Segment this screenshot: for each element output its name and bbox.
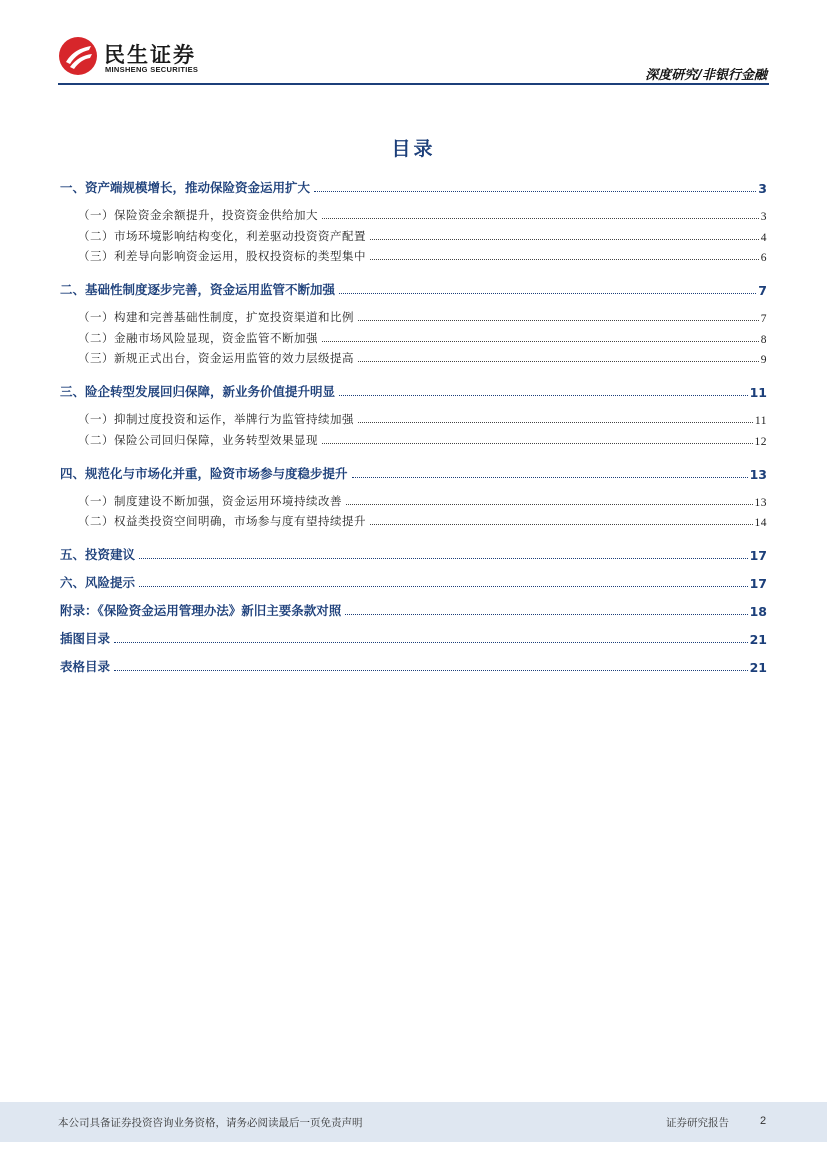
toc-entry-section[interactable] [78, 489, 767, 509]
minsheng-logo-icon [58, 36, 98, 76]
page-footer [0, 1102, 827, 1142]
toc-entry-page: 14 [754, 517, 767, 529]
toc-title: 目录 [391, 138, 436, 160]
toc-entry-page: 17 [749, 548, 767, 563]
toc-dot-leader [358, 361, 759, 362]
toc-dot-leader [345, 614, 747, 615]
toc-entry-label: （一）制度建设不断加强，资金运用环境持续改善 [78, 493, 342, 508]
toc-entry-label: （二）保险公司回归保障，业务转型效果显现 [78, 432, 318, 447]
toc-entry-section[interactable] [78, 224, 767, 244]
toc-entry-chapter[interactable] [60, 278, 767, 298]
toc-dot-leader [322, 443, 753, 444]
toc-entry-label: （二）权益类投资空间明确，市场参与度有望持续提升 [78, 514, 366, 528]
footer-page-number: 2 [760, 1115, 767, 1127]
toc-entry-page: 18 [749, 604, 767, 619]
logo-chinese-name: 民生证券 [104, 43, 196, 67]
toc-entry-page: 7 [758, 283, 767, 298]
toc-entry-label: （一）构建和完善基础性制度，扩宽投资渠道和比例 [78, 310, 354, 324]
footer-disclaimer: 本公司具备证券投资咨询业务资格，请务必阅读最后一页免责声明 [58, 1117, 363, 1129]
toc-entry-label: 附录：《保险资金运用管理办法》新旧主要条款对照 [60, 603, 342, 618]
toc-dot-leader [139, 586, 748, 587]
toc-entry-label: 六、风险提示 [60, 575, 136, 590]
toc-entry-label: （一）抑制过度投资和运作，举牌行为监管持续加强 [78, 412, 354, 426]
toc-entry-label: 五、投资建议 [60, 547, 136, 562]
toc-entry-page: 8 [760, 333, 767, 346]
toc-entry-label: 插图目录 [60, 631, 111, 646]
toc-dot-leader [339, 395, 748, 396]
toc-entry-page: 9 [760, 354, 767, 366]
toc-entry-page: 6 [760, 252, 767, 264]
toc-entry-section[interactable] [78, 407, 767, 427]
toc-entry-label: （一）保险资金余额提升，投资资金供给加大 [78, 208, 318, 222]
toc-dot-leader [370, 524, 753, 525]
toc-entry-chapter[interactable] [60, 627, 767, 647]
toc-entry-page: 17 [749, 576, 767, 591]
toc-entry-chapter[interactable] [60, 599, 767, 619]
toc-entry-label: 二、基础性制度逐步完善，资金运用监管不断加强 [60, 282, 336, 297]
toc-entry-label: 表格目录 [60, 659, 111, 674]
toc-entry-page: 7 [760, 313, 767, 325]
toc-entry-page: 12 [754, 435, 767, 448]
toc-entry-section[interactable] [78, 509, 767, 529]
toc-entry-page: 3 [760, 211, 767, 223]
footer-report-type: 证券研究报告 [666, 1117, 729, 1129]
page-header [0, 0, 827, 90]
toc-entry-page: 11 [754, 415, 767, 427]
toc-dot-leader [322, 218, 759, 219]
toc-entry-section[interactable] [78, 346, 767, 366]
toc-dot-leader [314, 191, 756, 192]
toc-entry-section[interactable] [78, 244, 767, 264]
toc-dot-leader [114, 642, 748, 643]
toc-entry-chapter[interactable] [60, 655, 767, 675]
toc-entry-page: 3 [758, 181, 767, 196]
toc-entry-label: 一、资产端规模增长，推动保险资金运用扩大 [60, 180, 311, 195]
toc-entry-section[interactable] [78, 326, 767, 346]
logo-english-name: MINSHENG SECURITIES [105, 65, 199, 74]
toc-entry-label: （三）新规正式出台，资金运用监管的效力层级提高 [78, 351, 354, 365]
toc-dot-leader [322, 341, 759, 342]
toc-entry-chapter[interactable] [60, 462, 767, 482]
report-section-label: 深度研究/非银行金融 [645, 68, 767, 83]
toc-dot-leader [352, 477, 748, 478]
toc-entry-section[interactable] [78, 305, 767, 325]
toc-entry-chapter[interactable] [60, 571, 767, 591]
toc-entry-chapter[interactable] [60, 176, 767, 196]
toc-dot-leader [370, 239, 759, 240]
toc-entry-label: 三、险企转型发展回归保障，新业务价值提升明显 [60, 384, 336, 399]
toc-entry-page: 13 [754, 496, 767, 509]
toc-entry-page: 21 [749, 660, 767, 675]
toc-entry-label: 四、规范化与市场化并重，险资市场参与度稳步提升 [60, 465, 348, 481]
toc-dot-leader [370, 259, 759, 260]
toc-dot-leader [358, 320, 759, 321]
header-divider [58, 83, 769, 85]
toc-dot-leader [114, 670, 748, 671]
toc-entry-chapter[interactable] [60, 380, 767, 400]
toc-entry-section[interactable] [78, 428, 767, 448]
toc-entry-page: 13 [749, 466, 767, 482]
toc-entry-label: （二）金融市场风险显现，资金监管不断加强 [78, 330, 318, 345]
toc-dot-leader [139, 558, 748, 559]
toc-dot-leader [346, 504, 753, 505]
minsheng-logo [58, 36, 218, 80]
toc-dot-leader [339, 293, 756, 294]
toc-entry-chapter[interactable] [60, 543, 767, 563]
toc-entry-page: 11 [749, 385, 767, 400]
toc-entry-page: 21 [749, 632, 767, 647]
toc-entry-page: 4 [760, 231, 767, 244]
toc-entry-label: （三）利差导向影响资金运用，股权投资标的类型集中 [78, 249, 366, 263]
toc-dot-leader [358, 422, 753, 423]
toc-entry-label: （二）市场环境影响结构变化，利差驱动投资资产配置 [78, 228, 366, 243]
toc-entry-section[interactable] [78, 203, 767, 223]
